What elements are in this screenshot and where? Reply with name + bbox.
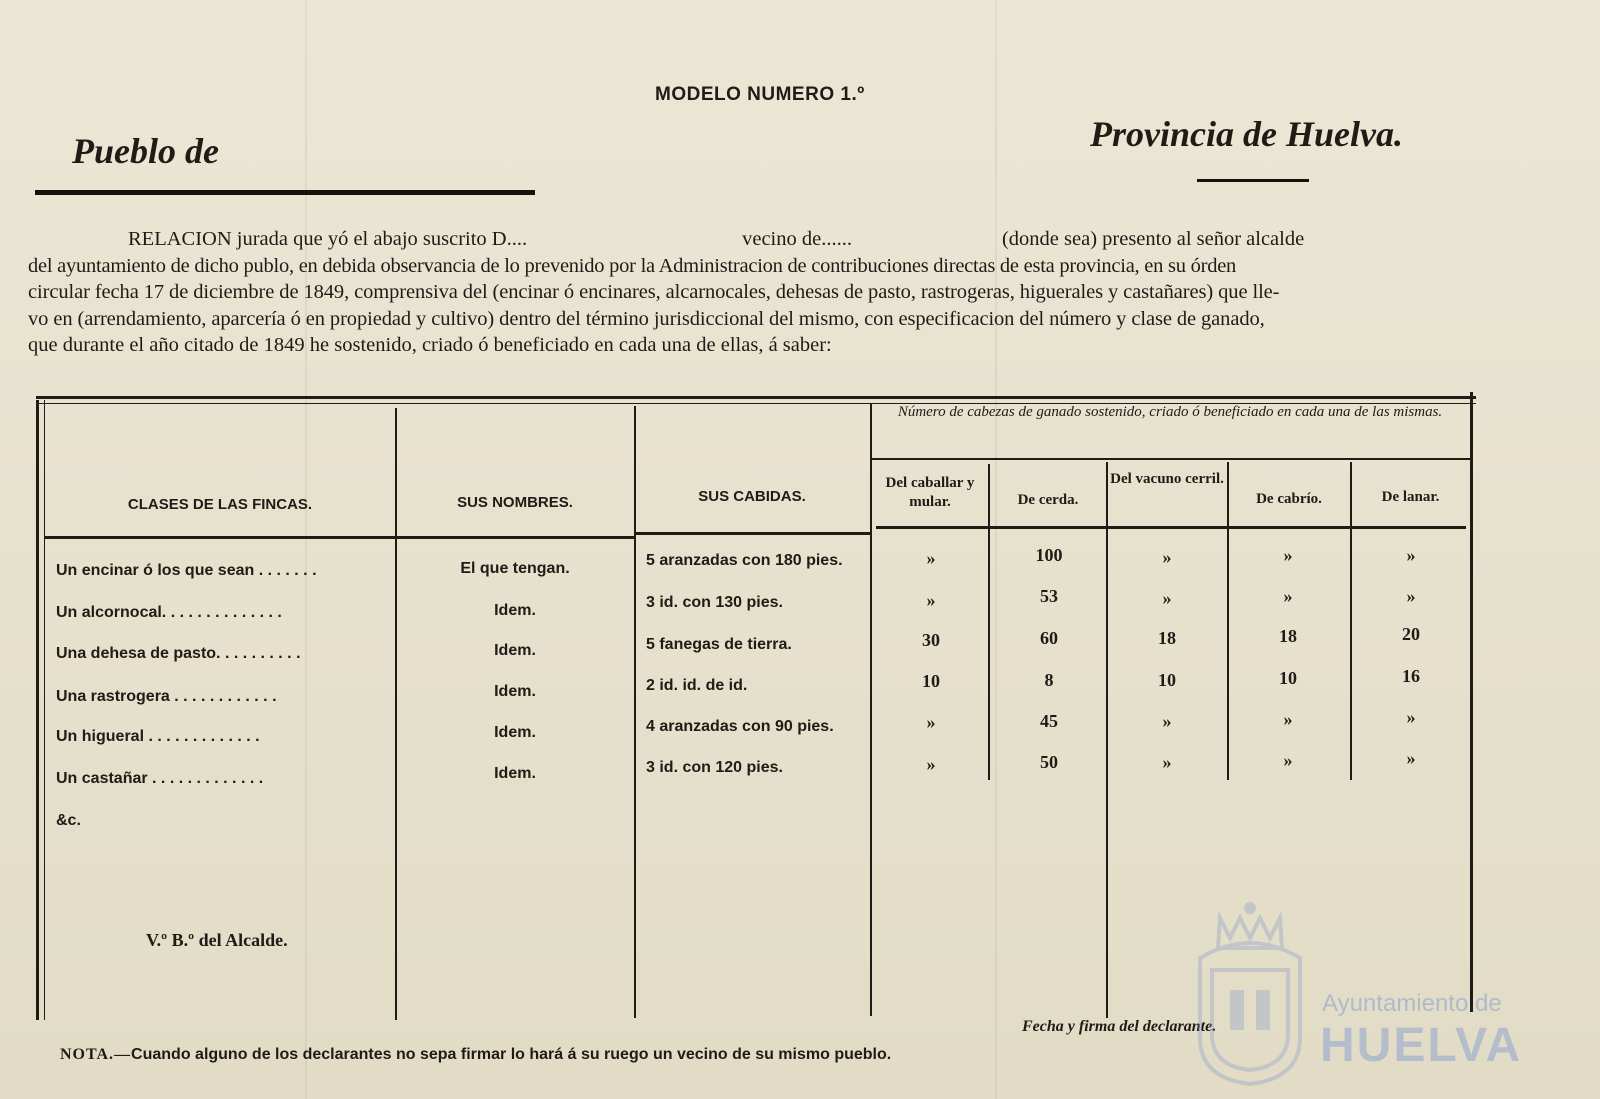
cell-cabida: 5 fanegas de tierra. bbox=[646, 636, 792, 653]
cell-cabida: 3 id. con 120 pies. bbox=[646, 759, 783, 776]
cell-nombre: Idem. bbox=[494, 602, 536, 619]
column-divider bbox=[395, 408, 397, 1020]
table-right-border bbox=[1470, 392, 1473, 1012]
group-header-rule bbox=[872, 458, 1470, 460]
paragraph-line-3: circular fecha 17 de diciembre de 1849, comprensiva del (encinar ó encinares, alcarnocales, dehesas de pasto, rastrogeras, higuerales y castañares) que lle- bbox=[28, 281, 1280, 303]
cell-cerda: 8 bbox=[1044, 670, 1054, 690]
header-nombres: SUS NOMBRES. bbox=[457, 494, 573, 511]
cell-vacuno: » bbox=[1162, 752, 1172, 772]
table-left-border bbox=[36, 400, 39, 1020]
cell-cabrio: 18 bbox=[1279, 626, 1297, 646]
nota-footnote bbox=[60, 1046, 891, 1064]
cell-cabrio: » bbox=[1283, 586, 1293, 606]
header-bottom-rule bbox=[44, 536, 634, 539]
cell-cerda: 45 bbox=[1040, 711, 1058, 731]
cell-cabida: 4 aranzadas con 90 pies. bbox=[646, 718, 834, 735]
cell-cabrio: » bbox=[1283, 750, 1293, 770]
cell-lanar: » bbox=[1406, 545, 1416, 565]
cell-lanar: » bbox=[1406, 707, 1416, 727]
cell-cerda: 100 bbox=[1035, 545, 1063, 565]
cell-nombre: Idem. bbox=[494, 683, 536, 700]
cell-clase: Un higueral . . . . . . . . . . . . . bbox=[56, 728, 260, 745]
cell-clase: Un alcornocal. . . . . . . . . . . . . . bbox=[56, 604, 282, 621]
declaration-paragraph bbox=[28, 226, 1488, 359]
nota-text: Cuando alguno de los declarantes no sepa firmar lo hará á su ruego un vecino de su mismo pueblo. bbox=[131, 1046, 892, 1063]
table-left-border-inner bbox=[44, 400, 45, 1020]
cell-clase: Un encinar ó los que sean . . . . . . . bbox=[56, 562, 317, 579]
header-bottom-rule bbox=[636, 532, 870, 535]
paragraph-line-2: del ayuntamiento de dicho publo, en debida observancia de lo prevenido por la Administracion de contribuciones directas de esta provincia, en su órden bbox=[28, 254, 1237, 277]
paragraph-line-1 bbox=[28, 226, 1488, 253]
cell-caballar: 30 bbox=[922, 630, 940, 650]
paragraph-line-1a: RELACION jurada que yó el abajo suscrito D.... bbox=[128, 228, 528, 250]
column-divider bbox=[1350, 462, 1352, 780]
cell-clase: Una dehesa de pasto. . . . . . . . . . bbox=[56, 645, 301, 662]
cell-cerda: 50 bbox=[1040, 752, 1058, 772]
provincia-label: Provincia de Huelva. bbox=[1090, 114, 1403, 154]
header-vacuno: Del vacuno cerril. bbox=[1110, 471, 1224, 487]
cell-nombre: Idem. bbox=[494, 642, 536, 659]
column-divider bbox=[870, 404, 872, 1016]
cell-vacuno: 10 bbox=[1158, 670, 1176, 690]
cell-caballar: » bbox=[926, 754, 936, 774]
cell-cabida: 2 id. id. de id. bbox=[646, 677, 748, 694]
cell-vacuno: 18 bbox=[1158, 628, 1176, 648]
header-cerda: De cerda. bbox=[1017, 492, 1079, 508]
cell-lanar: 20 bbox=[1402, 624, 1420, 644]
cell-vacuno: » bbox=[1162, 588, 1172, 608]
pueblo-label: Pueblo de bbox=[72, 131, 219, 171]
cell-nombre: Idem. bbox=[494, 765, 536, 782]
header-ganado-group: Número de cabezas de ganado sostenido, criado ó beneficiado en cada una de las mismas. bbox=[897, 404, 1443, 420]
header-caballar: Del caballar y mular. bbox=[885, 475, 975, 510]
coat-of-arms-watermark-icon bbox=[1190, 898, 1310, 1088]
cell-cabrio: » bbox=[1283, 545, 1293, 565]
header-cabrio: De cabrío. bbox=[1256, 491, 1322, 507]
cell-lanar: » bbox=[1406, 586, 1416, 606]
provincia-rule bbox=[1197, 179, 1309, 182]
cell-caballar: » bbox=[926, 712, 936, 732]
watermark-line-2: HUELVA bbox=[1320, 1019, 1523, 1072]
cell-cabida: 3 id. con 130 pies. bbox=[646, 594, 783, 611]
model-title: MODELO NUMERO 1.º bbox=[655, 84, 865, 105]
column-divider bbox=[988, 464, 990, 780]
cell-clase: Una rastrogera . . . . . . . . . . . . bbox=[56, 688, 277, 705]
pueblo-rule bbox=[35, 190, 535, 195]
watermark-line-1: Ayuntamiento de bbox=[1322, 990, 1502, 1017]
fecha-firma-declarante: Fecha y firma del declarante. bbox=[1022, 1018, 1217, 1035]
column-divider bbox=[1227, 462, 1229, 780]
cell-caballar: » bbox=[926, 590, 936, 610]
paragraph-line-4: vo en (arrendamiento, aparcería ó en propiedad y cultivo) dentro del término jurisdiccional del mismo, con especificacion del número y clase de ganado, bbox=[28, 307, 1265, 330]
cell-cabrio: 10 bbox=[1279, 668, 1297, 688]
header-clases: CLASES DE LAS FINCAS. bbox=[127, 496, 313, 513]
cell-vacuno: » bbox=[1162, 547, 1172, 567]
cell-caballar: 10 bbox=[922, 671, 940, 691]
paragraph-line-5: que durante el año citado de 1849 he sostenido, criado ó beneficiado en cada una de ellas, á saber: bbox=[28, 334, 832, 356]
cell-nombre: Idem. bbox=[494, 724, 536, 741]
cell-clase: Un castañar . . . . . . . . . . . . . bbox=[56, 770, 264, 787]
cell-nombre: El que tengan. bbox=[460, 560, 570, 577]
cell-cabida: 5 aranzadas con 180 pies. bbox=[646, 552, 843, 569]
visto-bueno-alcalde: V.º B.º del Alcalde. bbox=[146, 930, 288, 950]
cell-lanar: 16 bbox=[1402, 666, 1420, 686]
cell-cabrio: » bbox=[1283, 709, 1293, 729]
cell-etc: &c. bbox=[56, 812, 81, 829]
cell-cerda: 60 bbox=[1040, 628, 1058, 648]
cell-caballar: » bbox=[926, 548, 936, 568]
fold-line bbox=[305, 0, 307, 1099]
cell-lanar: » bbox=[1406, 748, 1416, 768]
header-lanar: De lanar. bbox=[1381, 489, 1440, 505]
cell-vacuno: » bbox=[1162, 711, 1172, 731]
header-bottom-rule bbox=[876, 526, 1466, 529]
column-divider bbox=[1106, 462, 1108, 1018]
nota-lead: NOTA.— bbox=[60, 1046, 132, 1063]
header-cabidas: SUS CABIDAS. bbox=[698, 488, 806, 505]
paragraph-line-1b: vecino de...... bbox=[742, 228, 852, 250]
cell-cerda: 53 bbox=[1040, 586, 1058, 606]
paragraph-line-1c: (donde sea) presento al señor alcalde bbox=[1001, 228, 1305, 250]
